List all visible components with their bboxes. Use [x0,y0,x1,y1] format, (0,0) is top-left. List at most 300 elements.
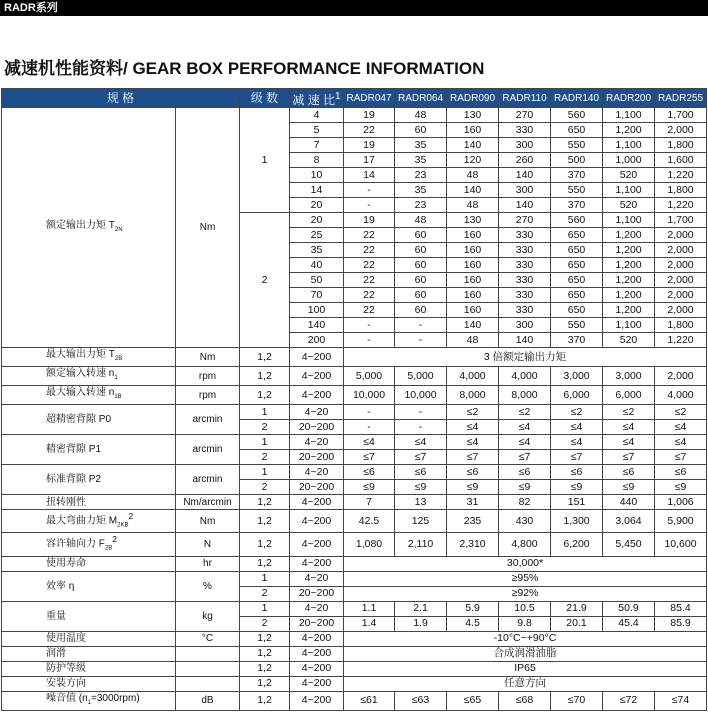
value-cell: 500 [551,153,603,168]
value-cell: ≤2 [603,405,655,420]
ratio-cell: 20 [290,198,344,213]
value-cell: 160 [447,288,499,303]
stage-cell: 2 [240,480,290,495]
value-cell: 440 [603,495,655,510]
value-cell: 650 [551,258,603,273]
ratio-cell: 35 [290,243,344,258]
ratio-cell: 4~20 [290,571,344,586]
value-cell: ≤6 [603,465,655,480]
merged-value: 合成润滑油脂 [493,647,557,660]
row-label: 标准背隙 P2 [2,465,176,495]
row-label [2,556,176,571]
value-cell: 650 [551,273,603,288]
ratio-cell: 4~20 [290,601,344,616]
unit-cell: arcmin [176,465,240,495]
merged-value-cell [344,556,707,571]
merged-value: IP65 [514,662,536,675]
ratio-cell: 4~200 [290,661,344,676]
stage-cell: 1 [240,405,290,420]
ratio-cell: 4~200 [290,367,344,386]
value-cell: 1,100 [603,318,655,333]
value-cell: 60 [395,273,447,288]
value-cell: ≤7 [603,450,655,465]
value-cell: 140 [499,333,551,348]
value-cell: 140 [499,168,551,183]
stage-cell: 1,2 [240,510,290,533]
ratio-cell: 140 [290,318,344,333]
header-model: RADR047 [344,89,395,108]
value-cell: 370 [551,168,603,183]
row-label [2,676,176,691]
merged-value-cell [344,646,707,661]
value-cell: 1,100 [603,108,655,123]
value-cell: ≤9 [655,480,707,495]
header-model: RADR255 [655,89,707,108]
header-ratio-text: 减 速 比 [292,92,336,107]
row-label-subscript: 2B [114,356,123,362]
value-cell: - [344,420,395,435]
backlash-row [2,465,707,480]
header-row [2,89,707,108]
torque-row [2,108,707,123]
ratio-cell: 4~200 [290,348,344,367]
value-cell: ≤4 [499,435,551,450]
value-cell: 7 [344,495,395,510]
value-cell: 120 [447,153,499,168]
value-cell: 6,000 [603,386,655,405]
stage-cell: 1 [240,435,290,450]
value-cell: 21.9 [551,601,603,616]
value-cell: - [344,198,395,213]
value-cell: 330 [499,243,551,258]
value-cell: 2,000 [655,273,707,288]
value-cell: - [344,405,395,420]
row-label [2,631,176,646]
value-cell: 160 [447,273,499,288]
value-cell: 520 [603,333,655,348]
ratio-cell: 20~200 [290,420,344,435]
value-cell: 35 [395,138,447,153]
value-cell: 300 [499,183,551,198]
value-cell: 650 [551,123,603,138]
unit-cell: hr [176,556,240,571]
value-cell: 2,000 [655,303,707,318]
ratio-cell: 4~200 [290,631,344,646]
stage-cell: 1,2 [240,646,290,661]
value-cell: 160 [447,228,499,243]
value-cell: 48 [447,333,499,348]
value-cell: 151 [551,495,603,510]
row-label-text: 额定输入转速 n [46,368,115,379]
ratio-cell: 4~200 [290,676,344,691]
row-label-text: 安装方向 [46,678,86,690]
ratio-cell: 4~20 [290,465,344,480]
value-cell: 330 [499,273,551,288]
value-cell: 260 [499,153,551,168]
header-model: RADR064 [395,89,447,108]
header-stage: 级 数 [240,89,290,108]
merged-value-cell [344,631,707,646]
value-cell: 650 [551,243,603,258]
value-cell: 550 [551,138,603,153]
value-cell: 3,000 [603,367,655,386]
value-cell: 45.4 [603,616,655,631]
row-label-subscript: 1 [87,699,92,706]
value-cell: 60 [395,258,447,273]
row-label-text: 扭转刚性 [46,496,86,508]
merged-value-cell [344,661,707,676]
unit-cell: kg [176,601,240,631]
unit-cell: arcmin [176,435,240,465]
value-cell: ≤9 [447,480,499,495]
header-spec: 规 格 [2,89,240,108]
row-label-subscript: 2N [114,226,123,233]
value-cell: 60 [395,288,447,303]
row-label-subscript: 1 [114,375,118,381]
value-cell: 160 [447,123,499,138]
value-cell: 60 [395,123,447,138]
value-cell: 1,800 [655,183,707,198]
value-cell: ≤7 [447,450,499,465]
value-cell: 550 [551,318,603,333]
value-cell: ≤7 [395,450,447,465]
value-cell: 35 [395,183,447,198]
value-cell: ≤9 [344,480,395,495]
stage-cell: 2 [240,586,290,601]
value-cell: ≤4 [344,435,395,450]
value-cell: 23 [395,198,447,213]
value-cell: 5,000 [395,367,447,386]
row-label [2,108,176,348]
value-cell: ≤2 [499,405,551,420]
value-cell: 2,000 [655,228,707,243]
stage-cell: 1,2 [240,367,290,386]
merged-value: 30,000 [506,557,540,570]
row-label [2,533,176,556]
row-label-text: 最大弯曲力矩 M [46,515,118,527]
stage-cell: 1,2 [240,556,290,571]
value-cell: 19 [344,213,395,228]
value-cell: ≤4 [447,420,499,435]
ratio-cell: 50 [290,273,344,288]
value-cell: ≤9 [551,480,603,495]
ratio-cell: 10 [290,168,344,183]
row-label: 效率 η [2,571,176,601]
value-cell: ≤7 [344,450,395,465]
value-cell: 330 [499,228,551,243]
row-label-text-tail: =3000rpm) [91,692,140,704]
value-cell: ≤4 [603,435,655,450]
value-cell: 1,100 [603,183,655,198]
value-cell: 300 [499,318,551,333]
series-header-bar [0,0,708,16]
value-cell: 1,600 [655,153,707,168]
row-label [2,386,176,405]
row-label-text: 容许轴向力 F [46,538,105,550]
row-label-subscript: 2B [104,545,113,552]
value-cell: - [344,318,395,333]
row-label-text: 最大输出力矩 T [46,349,115,360]
value-cell: 1,100 [603,213,655,228]
value-cell: 650 [551,303,603,318]
ratio-cell: 25 [290,228,344,243]
value-cell: 6,200 [551,533,603,556]
value-cell: 5.9 [447,601,499,616]
value-cell: 330 [499,123,551,138]
value-cell: 3,000 [551,367,603,386]
page-title: 减速机性能资料/ GEAR BOX PERFORMANCE INFORMATION [4,59,485,78]
ratio-cell: 4~200 [290,533,344,556]
stage-cell: 1,2 [240,691,290,710]
value-cell: ≤70 [551,691,603,710]
value-cell: 560 [551,108,603,123]
value-cell: ≤68 [499,691,551,710]
value-cell: - [395,333,447,348]
value-cell: ≤65 [447,691,499,710]
value-cell: ≤9 [499,480,551,495]
unit-cell: % [176,571,240,601]
value-cell: 330 [499,288,551,303]
ratio-cell: 5 [290,123,344,138]
value-cell: 20.1 [551,616,603,631]
ratio-cell: 70 [290,288,344,303]
value-cell: 4,000 [447,367,499,386]
value-cell: 130 [447,213,499,228]
value-cell: 1,800 [655,318,707,333]
weight-row [2,601,707,616]
value-cell: ≤4 [655,420,707,435]
row-label [2,495,176,510]
ratio-cell: 4~200 [290,386,344,405]
value-cell: ≤7 [655,450,707,465]
value-cell: 125 [395,510,447,533]
value-cell: 8,000 [499,386,551,405]
value-cell: 160 [447,243,499,258]
value-cell: 22 [344,228,395,243]
value-cell: ≤2 [655,405,707,420]
row-label: 精密背隙 P1 [2,435,176,465]
ratio-cell: 4~20 [290,405,344,420]
merged-value-cell [344,348,707,367]
stage-cell: 1,2 [240,386,290,405]
value-cell: ≤72 [603,691,655,710]
merged-value-cell: ≥95% [344,571,707,586]
ratio-cell: 4~200 [290,646,344,661]
value-cell: 140 [447,318,499,333]
value-cell: 1,700 [655,213,707,228]
unit-cell [176,646,240,661]
temperature-row [2,631,707,646]
value-cell: ≤6 [447,465,499,480]
value-cell: 48 [395,213,447,228]
value-cell: ≤4 [603,420,655,435]
value-cell: 60 [395,228,447,243]
unit-cell: Nm [176,510,240,533]
ratio-cell: 4~200 [290,510,344,533]
value-cell: 1,200 [603,123,655,138]
value-cell: ≤2 [551,405,603,420]
row-label-subscript: 1B [114,394,122,400]
ratio-cell: 4~200 [290,495,344,510]
value-cell: 1,700 [655,108,707,123]
lubrication-row [2,646,707,661]
merged-value: 3 倍额定输出力矩 [483,350,567,363]
ratio-cell: 8 [290,153,344,168]
value-cell: 2,000 [655,243,707,258]
value-cell: 19 [344,138,395,153]
value-cell: 5,000 [344,367,395,386]
header-ratio-mark: 1 [335,90,341,102]
value-cell: 10,600 [655,533,707,556]
ratio-cell: 4~200 [290,691,344,710]
value-cell: 9.8 [499,616,551,631]
value-cell: 430 [499,510,551,533]
value-cell: 60 [395,303,447,318]
stage-cell: 2 [240,616,290,631]
value-cell: ≤6 [655,465,707,480]
merged-value-cell: ≥92% [344,586,707,601]
unit-cell [176,661,240,676]
backlash-row [2,435,707,450]
value-cell: 2,310 [447,533,499,556]
row-label-text: 防护等级 [46,663,86,675]
unit-cell: Nm [176,108,240,348]
value-cell: 300 [499,138,551,153]
unit-cell: Nm [176,348,240,367]
stage-cell: 1,2 [240,631,290,646]
row-label-superscript: 2 [128,511,134,521]
value-cell: ≤74 [655,691,707,710]
merged-value-cell [344,676,707,691]
row-label [2,646,176,661]
value-cell: 140 [499,198,551,213]
row-label-superscript: 2 [112,534,117,545]
value-cell: 2,000 [655,367,707,386]
value-cell: 4.5 [447,616,499,631]
value-cell: ≤7 [551,450,603,465]
ratio-cell: 200 [290,333,344,348]
stage-cell: 1 [240,465,290,480]
stage-cell: 1,2 [240,533,290,556]
stage-cell: 1,2 [240,676,290,691]
stage-cell: 1 [240,571,290,586]
protection-row [2,661,707,676]
stage-cell: 1,2 [240,495,290,510]
ratio-cell: 4 [290,108,344,123]
row-label-text: 最大输入转速 n [46,387,115,398]
ratio-cell: 4~20 [290,435,344,450]
bending-row [2,510,707,533]
ratio-cell: 20~200 [290,480,344,495]
value-cell: ≤6 [551,465,603,480]
stage-cell: 1,2 [240,661,290,676]
unit-cell: dB [176,691,240,710]
value-cell: 14 [344,168,395,183]
mounting-row [2,676,707,691]
unit-cell: N [176,533,240,556]
value-cell: 140 [447,183,499,198]
noise-row [2,691,707,710]
value-cell: 1.4 [344,616,395,631]
value-cell: 560 [551,213,603,228]
value-cell: ≤9 [395,480,447,495]
value-cell: ≤6 [499,465,551,480]
row-label [2,661,176,676]
value-cell: 10.5 [499,601,551,616]
stage-cell: 1 [240,601,290,616]
value-cell: 4,000 [499,367,551,386]
ratio-cell: 4~200 [290,556,344,571]
value-cell: 550 [551,183,603,198]
value-cell: ≤9 [603,480,655,495]
value-cell: 1,200 [603,303,655,318]
stage-cell: 1,2 [240,348,290,367]
life-row [2,556,707,571]
row-label-text: 额定输出力矩 T [46,219,115,231]
value-cell: 1,300 [551,510,603,533]
row-label: 超精密背隙 P0 [2,405,176,435]
value-cell: 1,000 [603,153,655,168]
value-cell: ≤2 [447,405,499,420]
value-cell: 50.9 [603,601,655,616]
ratio-cell: 7 [290,138,344,153]
performance-table [1,88,707,711]
value-cell: 1,200 [603,273,655,288]
value-cell: 22 [344,303,395,318]
row-label-subscript: 2KB [117,522,129,529]
header-model: RADR140 [551,89,603,108]
value-cell: 270 [499,108,551,123]
max_speed-row [2,386,707,405]
row-label-text: 润滑 [46,648,66,660]
ratio-cell: 40 [290,258,344,273]
unit-cell: arcmin [176,405,240,435]
rigidity-row [2,495,707,510]
series-tag: RADR系列 [4,2,58,14]
value-cell: ≤6 [344,465,395,480]
value-cell: 330 [499,303,551,318]
value-cell: 1,220 [655,333,707,348]
merged-value: 任意方向 [504,677,546,690]
value-cell: ≤4 [551,420,603,435]
value-cell: 1,200 [603,243,655,258]
value-cell: 140 [447,138,499,153]
value-cell: - [395,420,447,435]
efficiency-row [2,571,707,586]
header-model: RADR200 [603,89,655,108]
value-cell: 270 [499,213,551,228]
value-cell: 2,000 [655,123,707,138]
stage-cell: 1 [240,108,290,213]
value-cell: 10,000 [344,386,395,405]
value-cell: 85.4 [655,601,707,616]
row-label-text: 使用温度 [46,633,86,645]
value-cell: 22 [344,258,395,273]
value-cell: ≤4 [447,435,499,450]
value-cell: 19 [344,108,395,123]
value-cell: 17 [344,153,395,168]
value-cell: 1.1 [344,601,395,616]
value-cell: 10,000 [395,386,447,405]
value-cell: 130 [447,108,499,123]
value-cell: 160 [447,303,499,318]
value-cell: 2,000 [655,288,707,303]
row-label-text: 噪音值 (n [46,692,88,704]
ratio-cell: 20~200 [290,616,344,631]
value-cell: 650 [551,288,603,303]
footnote-mark: * [539,557,544,570]
value-cell: 35 [395,153,447,168]
